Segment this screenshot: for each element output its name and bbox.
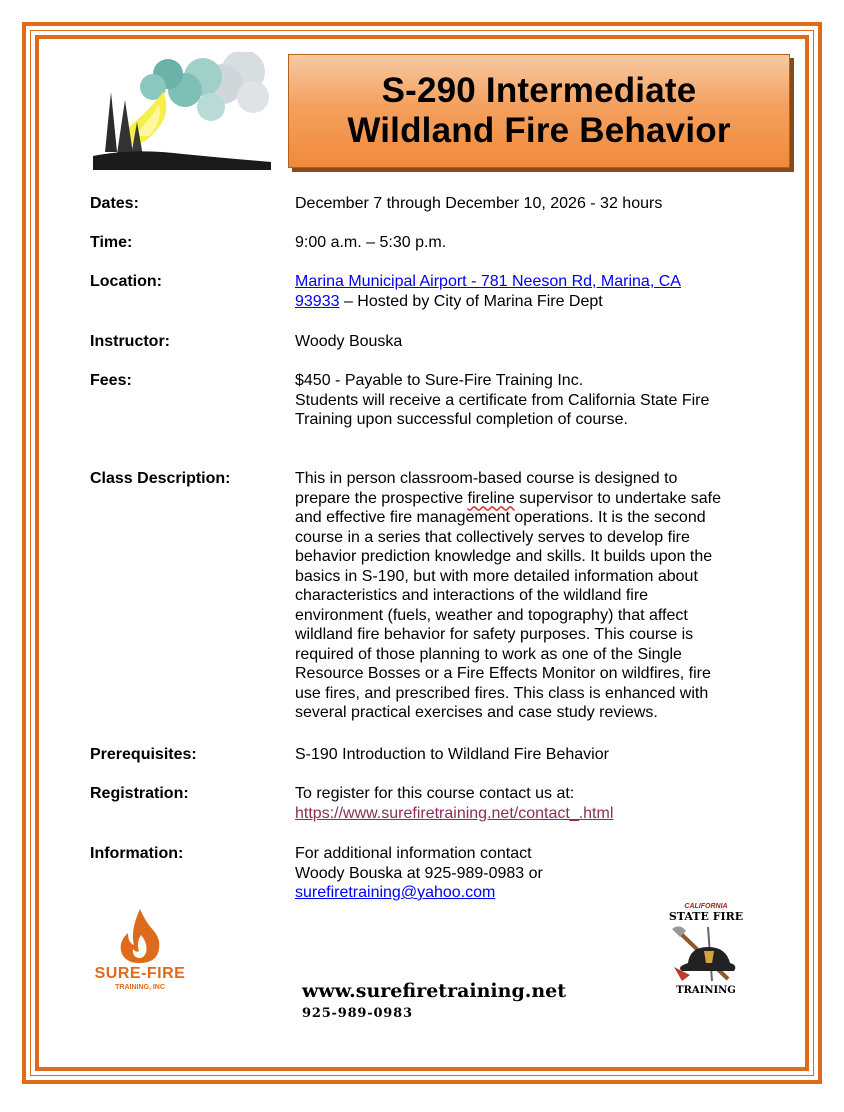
instructor-label: Instructor: [90,333,170,350]
registration-link[interactable]: https://www.surefiretraining.net/contact_.html [295,804,614,822]
course-title-line-1: S-290 Intermediate [381,71,697,110]
sure-fire-logo-name: SURE-FIRE [94,965,186,982]
location-label: Location: [90,273,162,290]
description-line: environment (fuels, weather and topography) that affect [295,606,688,624]
sure-fire-logo [88,905,192,997]
fees-label: Fees: [90,372,132,389]
fees-line-3: Training upon successful completion of course. [295,411,628,428]
description-line: required of those planning to work as one of the Single [295,645,682,663]
location-link-line-2[interactable]: 93933 [295,292,340,310]
registration-label: Registration: [90,785,189,802]
registration-value [295,784,765,823]
fees-line-2: Students will receive a certificate from California State Fire [295,391,710,409]
description-line: use fires, and prescribed fires. This class is enhanced with [295,684,709,702]
prerequisites-value: S-190 Introduction to Wildland Fire Behavior [295,746,609,763]
information-line-1: For additional information contact [295,845,532,862]
dates-label: Dates: [90,195,139,212]
prerequisites-label: Prerequisites: [90,746,197,763]
course-title-line-2: Wildland Fire Behavior [347,111,731,150]
description-line: Resource Bosses or a Fire Effects Monitor on wildfires, fire [295,665,711,682]
footer-phone: 925-989-0983 [302,1006,413,1021]
description-line: This in person classroom-based course is designed to [295,470,678,487]
wildfire-illustration [93,52,271,170]
information-line-2: Woody Bouska at 925-989-0983 or [295,864,543,882]
description-line: basics in S-190, but with more detailed information about [295,567,698,585]
location-link-line-1[interactable]: Marina Municipal Airport - 781 Neeson Rd, Marina, CA [295,273,681,290]
email-link[interactable]: surefiretraining@yahoo.com [295,884,496,901]
flame-icon [88,905,192,965]
description-line: and effective fire management operations. It is the second [295,509,706,526]
class-description-text [295,469,765,723]
information-label: Information: [90,845,184,862]
california-state-fire-training-logo [668,903,744,999]
description-line: several practical exercises and case study reviews. [295,704,658,721]
description-line: behavior prediction knowledge and skills. It builds upon the [295,548,713,565]
description-line: prepare the prospective fireline supervisor to undertake safe [295,489,722,507]
helmet-axe-emblem-icon [668,923,744,985]
registration-line-1: To register for this course contact us at: [295,785,575,802]
fees-value [295,371,765,430]
class-description-label: Class Description: [90,470,231,487]
fees-line-1: $450 - Payable to Sure-Fire Training Inc. [295,372,584,389]
sure-fire-logo-sub: TRAINING, INC [115,984,165,991]
fireline-word: fireline [467,489,515,507]
description-line: course in a series that collectively serves to develop fire [295,528,690,546]
location-value [295,272,765,311]
description-line: characteristics and interactions of the wildland fire [295,587,649,604]
information-value [295,844,765,903]
time-label: Time: [90,234,133,251]
csf-logo-bottom: TRAINING [676,985,736,996]
description-line: wildland fire behavior for safety purposes. This course is [295,626,694,643]
footer-website[interactable]: www.surefiretraining.net [302,980,567,1002]
dates-value: December 7 through December 10, 2026 - 32 hours [295,195,663,212]
location-host: – Hosted by City of Marina Fire Dept [339,292,603,310]
course-title-banner [288,54,790,168]
time-value: 9:00 a.m. – 5:30 p.m. [295,234,447,251]
instructor-value: Woody Bouska [295,333,403,350]
csf-logo-top: CALIFORNIA [684,903,728,910]
csf-logo-middle: STATE FIRE [668,910,744,923]
